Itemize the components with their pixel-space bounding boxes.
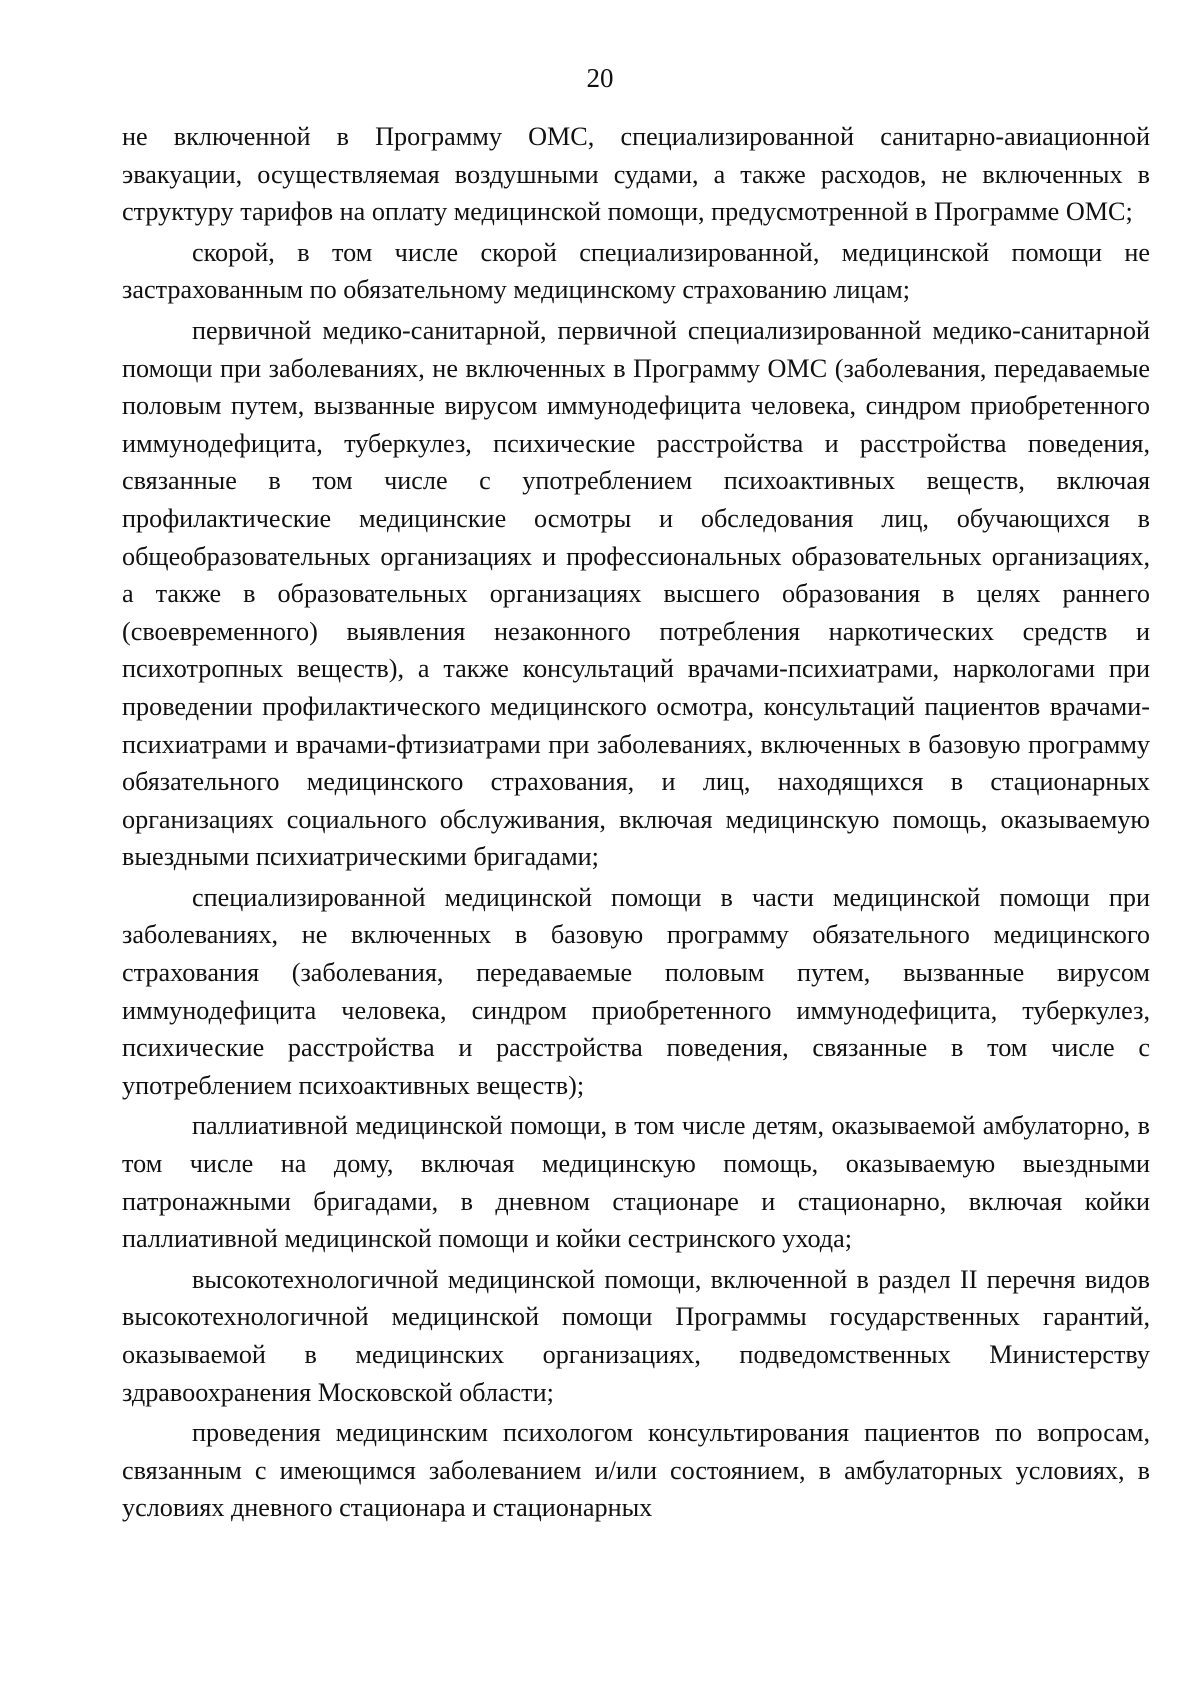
paragraph-psychologist-consulting: проведения медицинским психологом консультирования пациентов по вопросам, связанным с имеющимся заболеванием и/или состоянием, в амбулаторных условиях, в условиях дневного стационара и стационарных <box>122 1418 1150 1523</box>
body-text <box>122 118 1150 1530</box>
page-number: 20 <box>586 63 614 93</box>
paragraph-specialized-care: специализированной медицинской помощи в части медицинской помощи при заболеваниях, не включенных в базовую программу обязательного медицинского страхования (заболевания, передаваемые половым путем, вызванные вирусом иммунодефицита человека, синдром приобретенного иммунодефицита, туберкулез, психические расстройства и расстройства поведения, связанные в том числе с употреблением психоактивных веществ); <box>122 882 1150 1100</box>
paragraph-primary-care: первичной медико-санитарной, первичной специализированной медико-санитарной помощи при заболеваниях, не включенных в Программу ОМС (заболевания, передаваемые половым путем, вызванные вирусом иммунодефицита человека, синдром приобретенного иммунодефицита, туберкулез, психические расстройства и расстройства поведения, связанные в том числе с употреблением психоактивных веществ, включая профилактические медицинские осмотры и обследования лиц, обучающихся в общеобразовательных организациях и профессиональных образовательных организациях, а также в образовательных организациях высшего образования в целях раннего (своевременного) выявления незаконного потребления наркотических средств и психотропных веществ), а также консультаций врачами-психиатрами, наркологами при проведении профилактического медицинского осмотра, консультаций пациентов врачами-психиатрами и врачами-фтизиатрами при заболеваниях, включенных в базовую программу обязательного медицинского страхования, и лиц, находящихся в стационарных организациях социального обслуживания, включая медицинскую помощь, оказываемую выездными психиатрическими бригадами; <box>122 315 1150 872</box>
paragraph-emergency-care: скорой, в том числе скорой специализированной, медицинской помощи не застрахованным по обязательному медицинскому страхованию лицам; <box>122 237 1150 305</box>
paragraph-palliative-care: паллиативной медицинской помощи, в том числе детям, оказываемой амбулаторно, в том числе на дому, включая медицинскую помощь, оказываемую выездными патронажными бригадами, в дневном стационаре и стационарно, включая койки паллиативной медицинской помощи и койки сестринского ухода; <box>122 1111 1150 1254</box>
paragraph-high-tech-care: высокотехнологичной медицинской помощи, включенной в раздел II перечня видов высокотехнологичной медицинской помощи Программы государственных гарантий, оказываемой в медицинских организациях, подведомственных Министерству здравоохранения Московской области; <box>122 1264 1150 1407</box>
paragraph-continuation-oms: не включенной в Программу ОМС, специализированной санитарно-авиационной эвакуации, осуществляемая воздушными судами, а также расходов, не включенных в структуру тарифов на оплату медицинской помощи, предусмотренной в Программе ОМС; <box>122 122 1150 227</box>
